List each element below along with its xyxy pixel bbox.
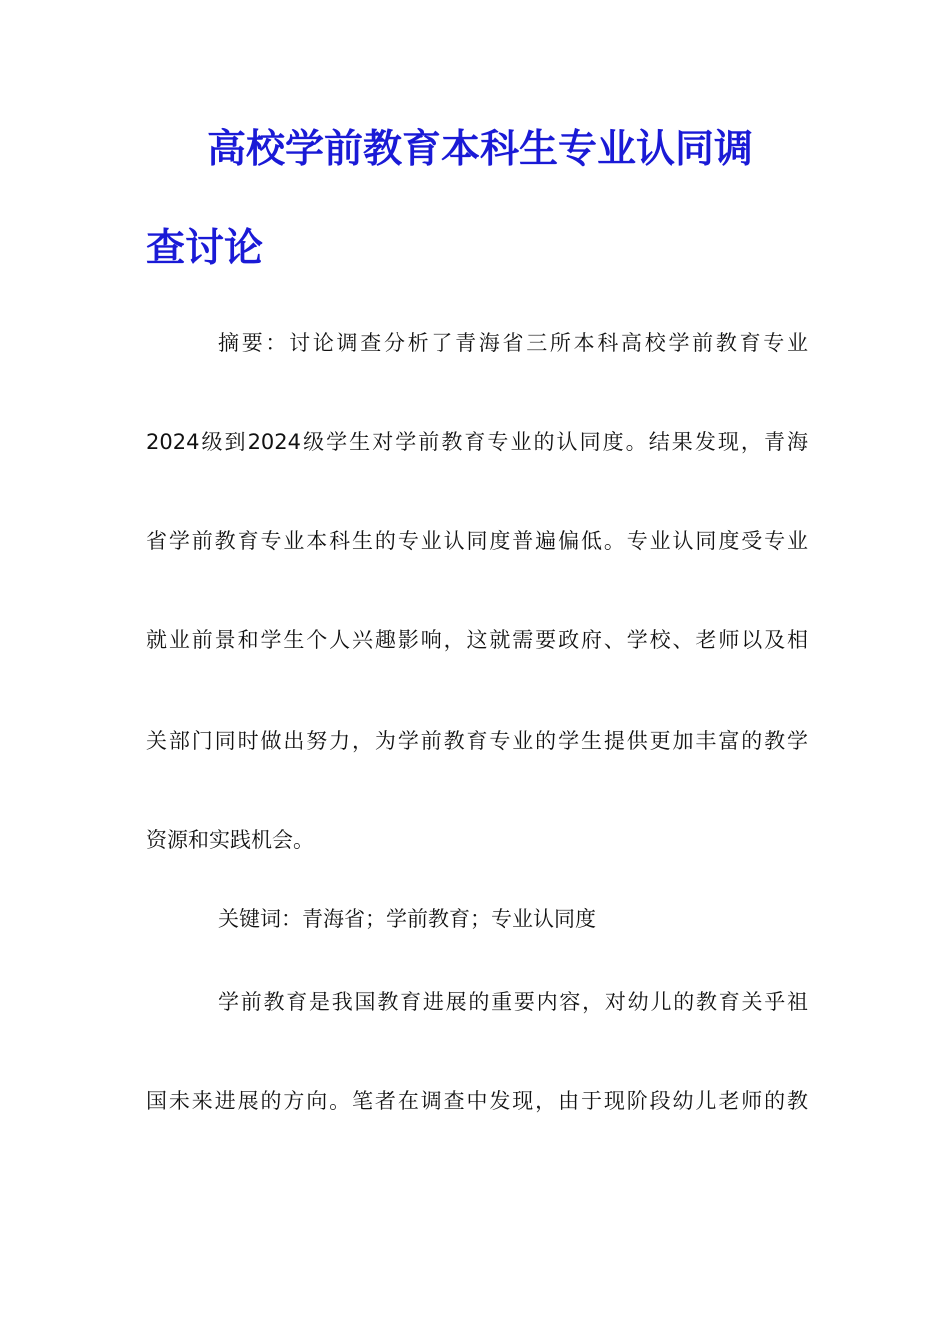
- abstract-line: 省学前教育专业本科生的专业认同度普遍偏低。专业认同度受专业: [146, 529, 808, 553]
- abstract-line: 资源和实践机会。: [146, 828, 314, 852]
- document-title-line-2: 查讨论: [146, 226, 264, 271]
- abstract-line: 2024级到2024级学生对学前教育专业的认同度。结果发现，青海: [146, 430, 808, 454]
- keywords-line: 关键词：青海省；学前教育；专业认同度: [218, 907, 596, 931]
- abstract-line: 摘要：讨论调查分析了青海省三所本科高校学前教育专业: [218, 331, 808, 355]
- abstract-line: 就业前景和学生个人兴趣影响，这就需要政府、学校、老师以及相: [146, 628, 808, 652]
- document-title-line-1: 高校学前教育本科生专业认同调: [207, 127, 754, 172]
- body-paragraph-line: 学前教育是我国教育进展的重要内容，对幼儿的教育关乎祖: [218, 990, 808, 1014]
- body-paragraph-line: 国未来进展的方向。笔者在调查中发现，由于现阶段幼儿老师的教: [146, 1089, 808, 1113]
- abstract-line: 关部门同时做出努力，为学前教育专业的学生提供更加丰富的教学: [146, 729, 808, 753]
